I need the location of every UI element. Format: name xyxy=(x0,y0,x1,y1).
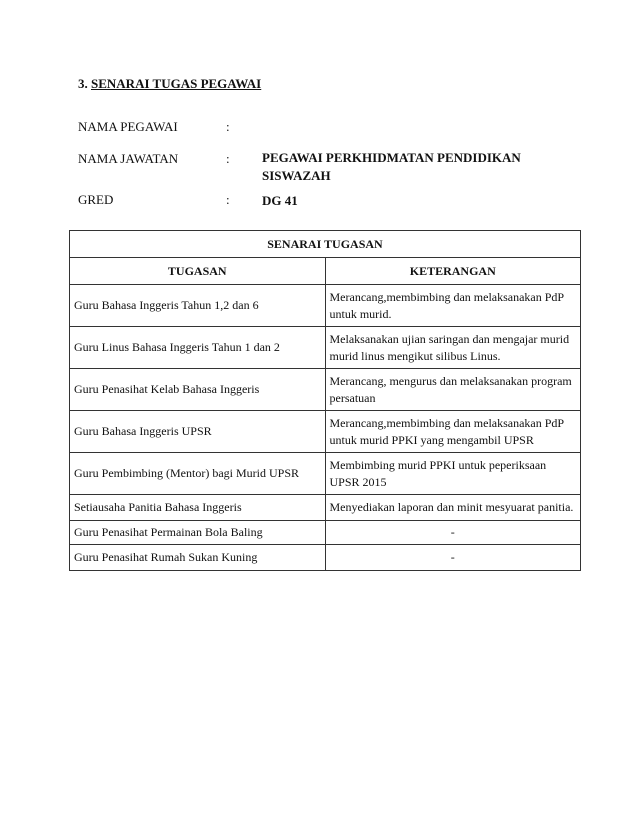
description-cell: Melaksanakan ujian saringan dan mengajar murid murid linus mengikut silibus Linus. xyxy=(325,327,581,369)
description-cell: Merancang,membimbing dan melaksanakan PdP untuk murid PPKI yang mengambil UPSR xyxy=(325,411,581,453)
duty-cell: Guru Penasihat Kelab Bahasa Inggeris xyxy=(70,369,326,411)
description-cell: - xyxy=(325,545,581,571)
info-value: PEGAWAI PERKHIDMATAN PENDIDIKAN SISWAZAH xyxy=(262,150,521,183)
table-row xyxy=(70,327,581,369)
info-value: DG 41 xyxy=(262,193,298,208)
table-row xyxy=(70,495,581,521)
duty-cell: Guru Pembimbing (Mentor) bagi Murid UPSR xyxy=(70,453,326,495)
info-label: GRED xyxy=(78,192,114,207)
info-colon: : xyxy=(226,119,230,134)
description-cell: Menyediakan laporan dan minit mesyuarat panitia. xyxy=(325,495,581,521)
info-label: NAMA PEGAWAI xyxy=(78,119,178,134)
duty-cell: Guru Penasihat Permainan Bola Baling xyxy=(70,521,326,545)
duties-table xyxy=(69,230,581,571)
duty-cell: Guru Linus Bahasa Inggeris Tahun 1 dan 2 xyxy=(70,327,326,369)
info-colon: : xyxy=(226,151,230,166)
table-row xyxy=(70,369,581,411)
duty-cell: Setiausaha Panitia Bahasa Inggeris xyxy=(70,495,326,521)
description-cell: Merancang, mengurus dan melaksanakan program persatuan xyxy=(325,369,581,411)
section-title: SENARAI TUGAS PEGAWAI xyxy=(91,76,262,91)
table-header-row xyxy=(70,258,581,285)
description-cell: - xyxy=(325,521,581,545)
duty-cell: Guru Bahasa Inggeris Tahun 1,2 dan 6 xyxy=(70,285,326,327)
info-colon: : xyxy=(226,192,230,207)
table-title: SENARAI TUGASAN xyxy=(70,231,581,258)
duty-cell: Guru Bahasa Inggeris UPSR xyxy=(70,411,326,453)
table-title-row xyxy=(70,231,581,258)
table-row xyxy=(70,521,581,545)
table-row xyxy=(70,453,581,495)
section-heading xyxy=(78,76,261,92)
column-header-keterangan: KETERANGAN xyxy=(325,258,581,285)
table-row xyxy=(70,411,581,453)
duty-cell: Guru Penasihat Rumah Sukan Kuning xyxy=(70,545,326,571)
description-cell: Merancang,membimbing dan melaksanakan PdP untuk murid. xyxy=(325,285,581,327)
info-label: NAMA JAWATAN xyxy=(78,151,179,166)
section-number: 3. xyxy=(78,76,88,91)
table-row xyxy=(70,285,581,327)
column-header-tugasan: TUGASAN xyxy=(70,258,326,285)
table-row xyxy=(70,545,581,571)
description-cell: Membimbing murid PPKI untuk peperiksaan UPSR 2015 xyxy=(325,453,581,495)
